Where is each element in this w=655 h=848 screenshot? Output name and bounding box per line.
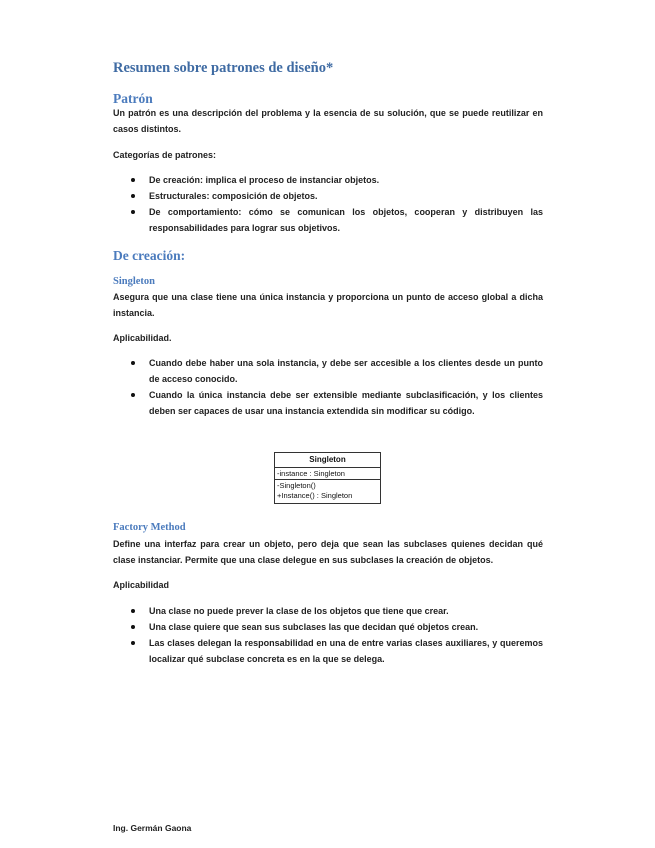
singleton-aplicabilidad-label: Aplicabilidad. <box>113 333 172 343</box>
bullet-icon <box>131 641 135 645</box>
factory-aplicabilidad-list <box>113 603 543 667</box>
uml-operations <box>275 480 380 503</box>
heading-factory-method: Factory Method <box>113 522 186 533</box>
factory-aplicabilidad-label: Aplicabilidad <box>113 580 170 590</box>
categorias-label: Categorías de patrones: <box>113 150 217 160</box>
list-item: Las clases delegan la responsabilidad en una de entre varias clases auxiliares, y queremos localizar qué subclase concreta es en la que se delega. <box>113 635 543 667</box>
singleton-paragraph: Asegura que una clase tiene una única instancia y proporciona un punto de acceso global a dicha instancia. <box>113 292 543 318</box>
heading-de-creacion: De creación: <box>113 248 186 263</box>
singleton-aplicabilidad-list <box>113 355 543 419</box>
list-item: Cuando la única instancia debe ser extensible mediante subclasificación, y los clientes deben ser capaces de usar una instancia extendida sin modificar su código. <box>113 387 543 419</box>
bullet-icon <box>131 194 135 198</box>
singleton-uml-diagram <box>274 452 381 504</box>
factory-paragraph: Define una interfaz para crear un objeto, pero deja que sean las subclases quienes decidan qué clase instanciar. Permite que una clase delegue en sus subclases la creación de objetos. <box>113 539 543 565</box>
categorias-list <box>113 172 543 236</box>
list-item: De comportamiento: cómo se comunican los objetos, cooperan y distribuyen las responsabilidades para lograr sus objetivos. <box>113 204 543 236</box>
list-item: De creación: implica el proceso de instanciar objetos. <box>113 172 543 188</box>
bullet-icon <box>131 609 135 613</box>
uml-class-name: Singleton <box>275 453 380 468</box>
list-item: Cuando debe haber una sola instancia, y debe ser accesible a los clientes desde un punto de acceso conocido. <box>113 355 543 387</box>
heading-singleton: Singleton <box>113 276 156 287</box>
list-item: Una clase no puede prever la clase de los objetos que tiene que crear. <box>113 603 543 619</box>
uml-attribute: -instance : Singleton <box>275 468 380 480</box>
uml-operation: +Instance() : Singleton <box>277 491 353 500</box>
bullet-icon <box>131 178 135 182</box>
bullet-icon <box>131 361 135 365</box>
footer-author: Ing. Germán Gaona <box>113 823 192 833</box>
patron-paragraph: Un patrón es una descripción del problema y la esencia de su solución, que se puede reutilizar en casos distintos. <box>113 108 543 134</box>
list-item: Una clase quiere que sean sus subclases las que decidan qué objetos crean. <box>113 619 543 635</box>
list-item: Estructurales: composición de objetos. <box>113 188 543 204</box>
bullet-icon <box>131 393 135 397</box>
bullet-icon <box>131 210 135 214</box>
uml-operation: -Singleton() <box>277 481 316 490</box>
document-title: Resumen sobre patrones de diseño* <box>113 60 334 76</box>
bullet-icon <box>131 625 135 629</box>
heading-patron: Patrón <box>113 91 153 106</box>
